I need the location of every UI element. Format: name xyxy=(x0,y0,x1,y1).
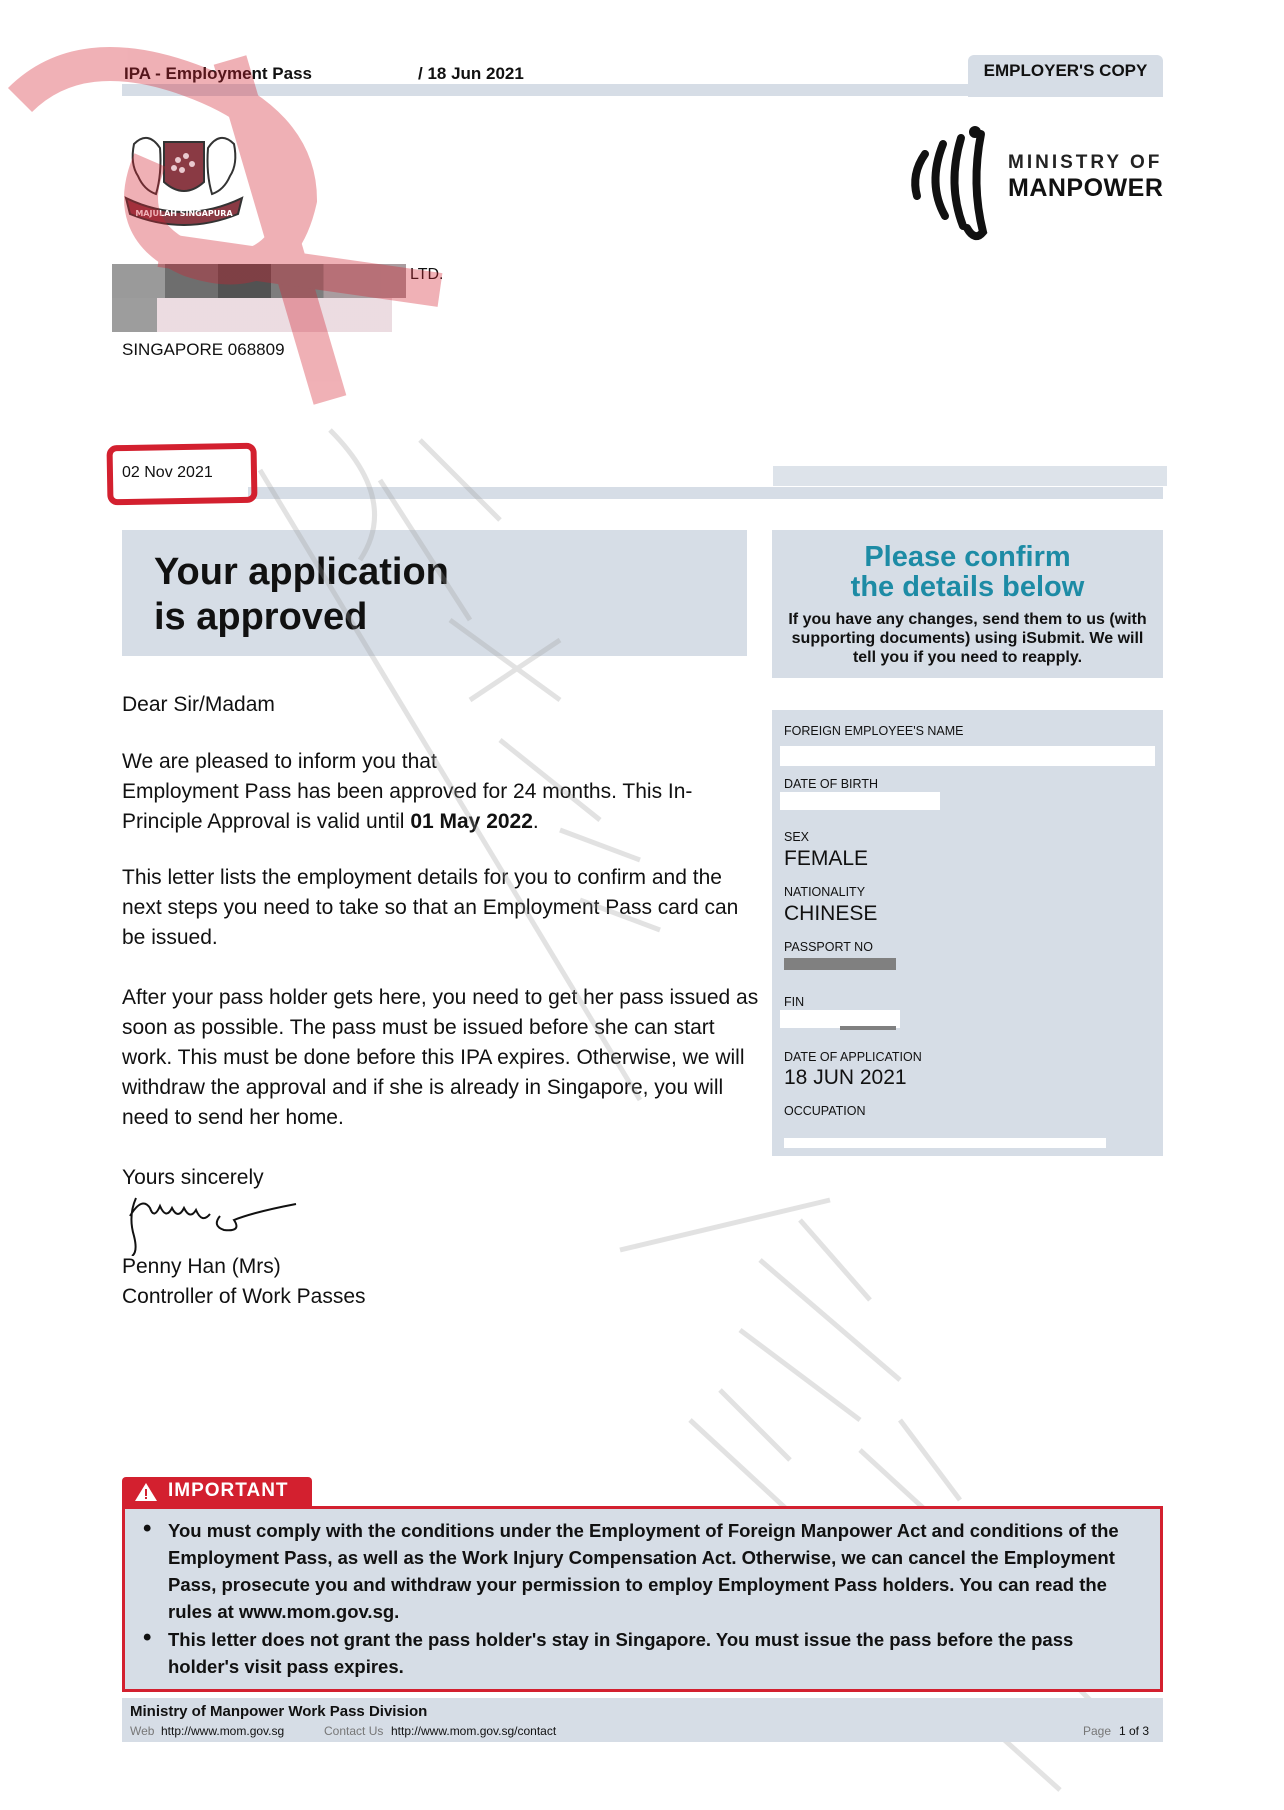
closing: Yours sincerely xyxy=(122,1166,264,1189)
passport-label: PASSPORT NO xyxy=(784,940,873,954)
paragraph-details: This letter lists the employment details for you to confirm and the next steps you need to take so that an Employment Pass card can be issued. xyxy=(122,866,739,949)
date-rule-block xyxy=(773,466,1167,486)
svg-text:MAJULAH SINGAPURA: MAJULAH SINGAPURA xyxy=(135,209,233,218)
confirm-title: Please confirm the details below xyxy=(850,541,1085,603)
paragraph-approval xyxy=(122,747,762,837)
nationality-value: CHINESE xyxy=(784,902,878,925)
footer-page-number: 1 of 3 xyxy=(1118,1724,1149,1738)
reference-date: / 18 Jun 2021 xyxy=(418,64,524,83)
footer-contact-label: Contact Us xyxy=(324,1724,384,1738)
dob-label: DATE OF BIRTH xyxy=(784,777,878,791)
footer-contact-link[interactable]: http://www.mom.gov.sg/contact xyxy=(391,1724,557,1738)
redacted-passport xyxy=(784,958,896,970)
nationality-label: NATIONALITY xyxy=(784,885,866,899)
address-city: SINGAPORE 068809 xyxy=(122,340,285,359)
warning-icon xyxy=(134,1482,158,1502)
redacted-name xyxy=(780,746,1155,766)
letter-date: 02 Nov 2021 xyxy=(122,464,213,481)
redacted-dob xyxy=(780,792,940,810)
employee-details-panel xyxy=(772,710,1163,1156)
redacted-fin-bar xyxy=(840,1026,896,1030)
redacted-occupation xyxy=(784,1138,1106,1148)
occupation-label: OCCUPATION xyxy=(784,1104,866,1118)
sex-label: SEX xyxy=(784,830,810,844)
singapore-crest-icon xyxy=(120,124,248,232)
sex-value: FEMALE xyxy=(784,847,869,870)
footer-web-link[interactable]: http://www.mom.gov.sg xyxy=(161,1724,285,1738)
important-box xyxy=(122,1506,1163,1692)
paragraph-arrival: After your pass holder gets here, you need to get her pass issued as soon as possible. The pass must be issued before she can start work. This must be done before this IPA expires. Otherwise, we will withdraw the approval and if she is already in Singapore, you will need to send her home. xyxy=(122,986,759,1129)
para1-line1: We are pleased to inform you that xyxy=(122,750,437,773)
important-tab: IMPORTANT xyxy=(122,1477,312,1507)
date-rule xyxy=(248,487,1163,499)
para1-end: . xyxy=(532,810,539,833)
important-bullet-compliance: • You must comply with the conditions under the Employment of Foreign Manpower Act and conditions of the Employment Pass, as well as the Work Injury Compensation Act. Otherwise, we can cancel the Employment Pass, prosecute you and withdraw your permission to employ Employment Pass holders. You can read the rules at www.mom.gov.sg. xyxy=(143,1517,1143,1625)
redacted-address-line xyxy=(112,298,392,332)
employers-copy-tab: EMPLOYER'S COPY xyxy=(968,55,1163,97)
doa-value: 18 JUN 2021 xyxy=(784,1066,907,1089)
footer-title: Ministry of Manpower Work Pass Division xyxy=(130,1703,428,1720)
redacted-company-name xyxy=(112,264,406,298)
company-suffix: LTD. xyxy=(410,266,444,283)
para1-body: Employment Pass has been approved for 24 months. This In-Principle Approval is valid until xyxy=(122,780,693,833)
greeting: Dear Sir/Madam xyxy=(122,693,275,716)
mom-logo-line2: MANPOWER xyxy=(1008,174,1164,202)
name-label: FOREIGN EMPLOYEE'S NAME xyxy=(784,724,964,738)
confirm-panel xyxy=(772,530,1163,678)
approved-banner xyxy=(122,530,747,656)
footer-page-label: Page xyxy=(1082,1724,1111,1738)
signature-icon xyxy=(124,1186,299,1256)
signer-name: Penny Han (Mrs) xyxy=(122,1255,281,1278)
fin-label: FIN xyxy=(784,995,805,1009)
mom-logo-line1: MINISTRY OF xyxy=(1008,152,1163,173)
document-title: IPA - Employment Pass xyxy=(124,64,312,83)
signer-title: Controller of Work Passes xyxy=(122,1285,366,1308)
validity-date: 01 May 2022 xyxy=(410,810,533,833)
approved-heading: Your application is approved xyxy=(154,551,449,638)
doa-label: DATE OF APPLICATION xyxy=(784,1050,922,1064)
footer xyxy=(122,1698,1163,1742)
footer-web-label: Web xyxy=(130,1724,155,1738)
important-bullet-visit-pass: • This letter does not grant the pass holder's stay in Singapore. You must issue the pass before the pass holder's visit pass expires. xyxy=(143,1626,1143,1680)
confirm-subtitle: If you have any changes, send them to us (with supporting documents) using iSubmit. We will tell you if you need to reapply. xyxy=(788,611,1147,666)
